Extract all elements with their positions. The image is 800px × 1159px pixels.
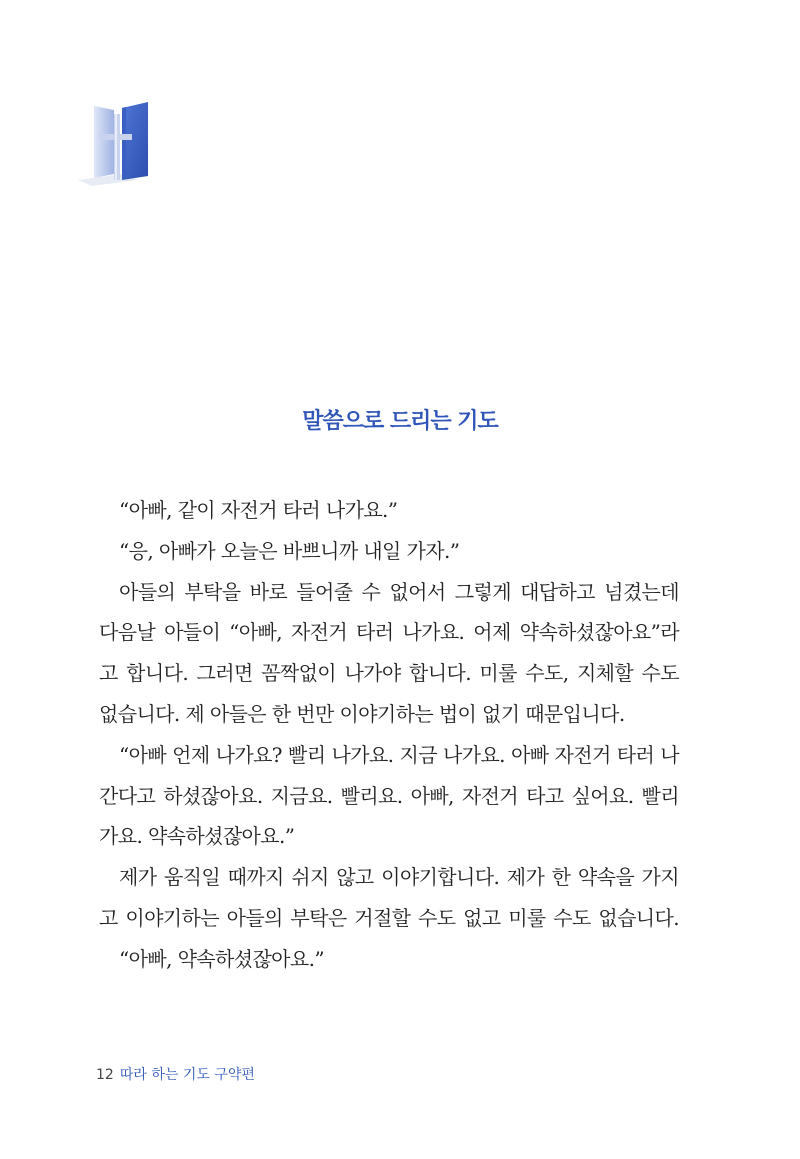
paragraph-line: 고 합니다. 그러면 꼼짝없이 나가야 합니다. 미룰 수도, 지체할 수도 (99, 661, 679, 686)
paragraph-line: 간다고 하셨잖아요. 지금요. 빨리요. 아빠, 자전거 타고 싶어요. 빨리 (99, 783, 679, 808)
paragraph-line: 다음날 아들이 “아빠, 자전거 타러 나가요. 어제 약속하셨잖아요”라 (99, 620, 679, 645)
paragraph-line: “아빠, 같이 자전거 타러 나가요.” (119, 498, 398, 522)
paragraph-line: 아들의 부탁을 바로 들어줄 수 없어서 그렇게 대답하고 넘겼는데 (119, 579, 679, 604)
paragraph-line: 없습니다. 제 아들은 한 번만 이야기하는 법이 없기 때문입니다. (99, 701, 625, 726)
page-footer (96, 1064, 255, 1084)
paragraph-line: 제가 움직일 때까지 쉬지 않고 이야기합니다. 제가 한 약속을 가지 (119, 865, 679, 890)
paragraph-line: 가요. 약속하셨잖아요.” (99, 824, 295, 849)
section-title: 말씀으로 드리는 기도 (302, 409, 498, 434)
paragraph-line: “응, 아빠가 오늘은 바쁘니까 내일 가자.” (119, 538, 460, 563)
page-number: 12 (96, 1067, 114, 1083)
paragraph-line: “아빠, 약속하셨잖아요.” (119, 946, 325, 971)
book-title: 따라 하는 기도 구약편 (119, 1067, 255, 1083)
paragraph-line: 고 이야기하는 아들의 부탁은 거절할 수도 없고 미룰 수도 없습니다. (99, 905, 679, 930)
book-cross-logo-icon (78, 100, 158, 188)
body-text (99, 490, 679, 980)
paragraph-line: “아빠 언제 나가요? 빨리 나가요. 지금 나가요. 아빠 자전거 타러 나 (119, 742, 679, 767)
